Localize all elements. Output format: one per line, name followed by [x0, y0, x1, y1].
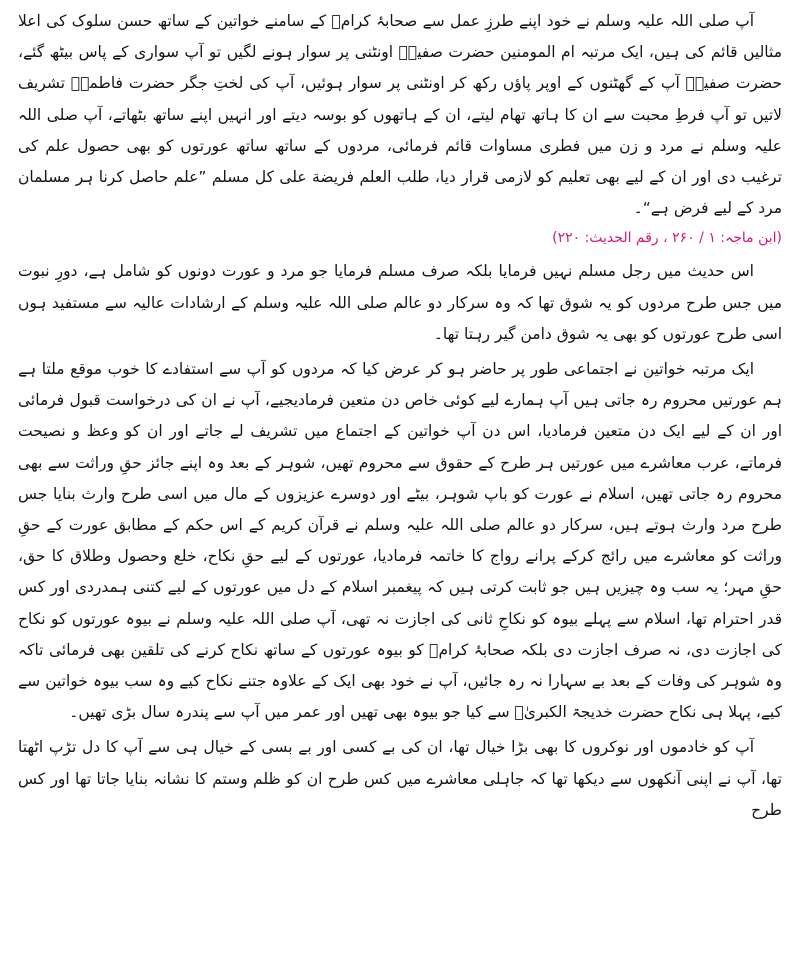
paragraph-2: اس حدیث میں رجل مسلم نہیں فرمایا بلکہ صرف مسلم فرمایا جو مرد و عورت دونوں کو شامل ہے، دورِ نبوت میں جس طرح مردوں کو یہ شوق تھا کہ وہ سرکار دو عالم صلی اللہ علیہ وسلم کے ارشادات عالیہ سے مستفید ہوں اسی طرح عورتوں کو بھی یہ شوق دامن گیر رہتا تھا۔ — [18, 262, 782, 343]
paragraph-3: ایک مرتبہ خواتین نے اجتماعی طور پر حاضر ہو کر عرض کیا کہ مردوں کو آپ سے استفادے کا خوب موقع ملتا ہے ہم عورتیں محروم رہ جاتی ہیں آپ ہمارے لیے کوئی خاص دن متعین فرمادیجیے، آپ نے ان کی درخواست قبول فرمائی اور ان کے لیے ایک دن متعین فرمادیا، اس دن آپ خواتین کے اجتماع میں تشریف لے جاتے اور ان کو وعظ و نصیحت فرماتے، عرب معاشرے میں عورتیں ہر طرح کے حقوق سے محروم تھیں، شوہر کے بعد وہ اپنے جائز حقِ وراثت سے بھی محروم رہ جاتی تھیں، اسلام نے عورت کو باپ شوہر، بیٹے اور دوسرے عزیزوں کے مال میں اسی طرح وارث بنایا جس طرح مرد وارث ہوتے ہیں، سرکار دو عالم صلی اللہ علیہ وسلم نے قرآن کریم کے اس حکم کے مطابق عورت کے حقِ وراثت کو معاشرے میں رائج کرکے پرانے رواج کا خاتمہ فرمادیا، عورتوں کے لیے حقِ نکاح، خلع وحصول وطلاق کا حق، حقِ مہر؛ یہ سب وہ چیزیں ہیں جو ثابت کرتی ہیں کہ پیغمبر اسلام کے دل میں عورتوں کے لیے کتنی ہمدردی اور کس قدر احترام تھا، اسلام سے پہلے بیوہ کو نکاحِ ثانی کی اجازت نہ تھی، آپ صلی اللہ علیہ وسلم نے بیوہ عورتوں کو نکاح کی اجازت دی، نہ صرف اجازت دی بلکہ صحابۂ کرامؓ کو بیوہ عورتوں کے ساتھ نکاح کرنے کی تلقین بھی فرمائی تاکہ وہ شوہر کی وفات کے بعد بے سہارا نہ رہ جائیں، آپ نے خود بھی ایک کے علاوہ جتنے نکاح کیے وہ سب بیوہ خواتین سے کیے، پہلا ہی نکاح حضرت خدیجۃ الکبریٰؓ سے کیا جو بیوہ بھی تھیں اور عمر میں آپ سے پندرہ سال بڑی تھیں۔ — [18, 360, 782, 722]
paragraph-4: آپ کو خادموں اور نوکروں کا بھی بڑا خیال تھا، ان کی بے کسی اور بے بسی کے خیال ہی سے آپ کا دل تڑپ اٹھتا تھا، آپ نے اپنی آنکھوں سے دیکھا تھا کہ جاہلی معاشرے میں کس طرح ان کو ظلم وستم کا نشانہ بنایا جاتا تھا اور کس طرح — [18, 738, 782, 819]
hadith-reference: (ابن ماجہ: ۱ / ۲۶۰ ، رقم الحدیث: ۲۲۰) — [552, 230, 782, 247]
paragraph-1: آپ صلی اللہ علیہ وسلم نے خود اپنے طرزِ عمل سے صحابۂ کرامؓ کے سامنے خواتین کے ساتھ حسن سلوک کی اعلا مثالیں قائم کی ہیں، ایک مرتبہ ام المومنین حضرت صفیہؓ اونٹنی پر سوار ہونے لگیں تو آپ سواری کے پاس بیٹھ گئے، حضرت صفیہؓ آپ کے گھٹنوں کے اوپر پاؤں رکھ کر اونٹنی پر سوار ہوئیں، آپ کی لختِ جگر حضرت فاطمہؓ تشریف لاتیں تو آپ فرطِ محبت سے ان کا ہاتھ تھام لیتے، ان کے ہاتھوں کو بوسہ دیتے اور انہیں اپنے ساتھ بٹھاتے، آپ صلی اللہ علیہ وسلم نے مرد و زن میں فطری مساوات قائم فرمائی، مردوں کے ساتھ ساتھ عورتوں کو بھی حصول علم کی ترغیب دی اور ان کے لیے بھی تعلیم کو لازمی قرار دیا، طلب العلم فریضة علی کل مسلم ”علم حاصل کرنا ہر مسلمان مرد کے لیے فرض ہے“۔ — [18, 12, 782, 218]
